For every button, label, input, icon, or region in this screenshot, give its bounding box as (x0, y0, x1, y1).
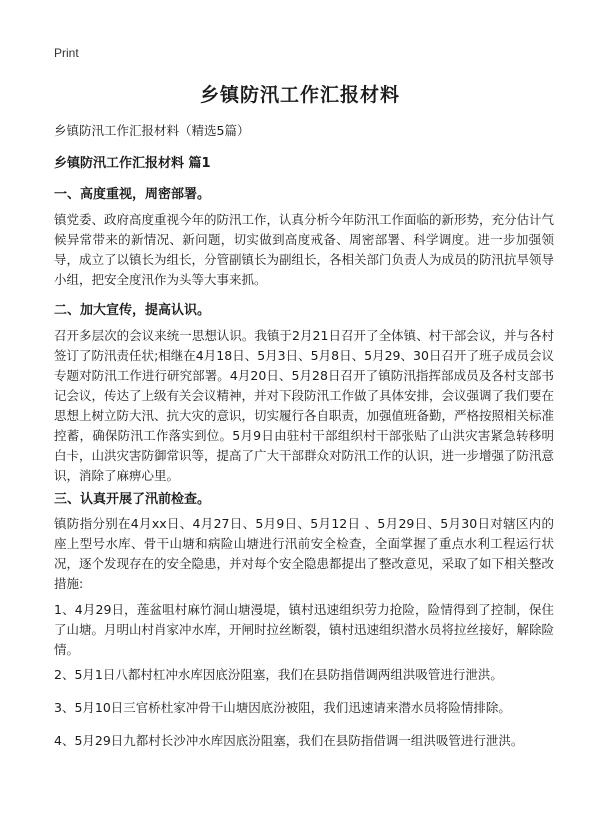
print-link[interactable]: Print (54, 46, 79, 60)
measure-item-1: 1、4月29日，莲盆咀村麻竹洞山塘漫堤，镇村迅速组织劳力抢险，险情得到了控制，保住了山塘。月明山村肖家冲水库，开闸时拉丝断裂，镇村迅速组织潜水员将拉丝接好，解除险情。 (54, 602, 555, 657)
section-heading-3: 三、认真开展了汛前检查。 (54, 492, 211, 507)
section-3-paragraph-intro: 镇防指分别在4月xx日、4月27日、5月9日、5月12日 、5月29日、5月30日对辖区内的座上型号水库、骨干山塘和病险山塘进行汛前安全检查，全面掌握了重点水利工程运行状况，逐个发现存在的安全隐患，并对每个安全隐患都提出了整改意见，采取了如下相关整改措施: (54, 516, 555, 591)
measure-item-4: 4、5月29日九都村长沙冲水库因底汾阻塞，我们在县防指借调一组洪吸管进行泄洪。 (54, 733, 524, 748)
measure-item-2: 2、5月1日八都村杠冲水库因底汾阻塞，我们在县防指借调两组洪吸管进行泄洪。 (54, 667, 503, 682)
section-heading-2: 二、加大宣传，提高认识。 (54, 303, 211, 318)
part-heading: 乡镇防汛工作汇报材料 篇1 (54, 156, 211, 171)
measure-item-3: 3、5月10日三官桥杜家冲骨干山塘因底汾被阻，我们迅速请来潜水员将险情排除。 (54, 700, 511, 715)
document-title: 乡镇防汛工作汇报材料 (199, 84, 400, 106)
document-subtitle: 乡镇防汛工作汇报材料（精选5篇） (54, 123, 250, 138)
section-1-paragraph: 镇党委、政府高度重视今年的防汛工作，认真分析今年防汛工作面临的新形势，充分估计气候异常带来的新情况、新问题，切实做到高度戒备、周密部署、科学调度。进一步加强领导，成立了以镇长为组长，分管副镇长为副组长，各相关部门负责人为成员的防汛抗旱领导小组，把安全度汛作为头等大事来抓。 (54, 212, 555, 287)
section-heading-1: 一、高度重视，周密部署。 (54, 187, 211, 202)
section-2-paragraph: 召开多层次的会议来统一思想认识。我镇于2月21日召开了全体镇、村干部会议，并与各村签订了防汛责任状;相继在4月18日、5月3日、5月8日、5月29、30日召开了班子成员会议专题对防汛工作进行研究部署。4月20日、5月28日召开了镇防汛指挥部成员及各村支部书记会议，传达了上级有关会议精神，并对下段防汛工作做了具体安排，会议强调了我们要在思想上树立防大汛、抗大灾的意识，切实履行各自职责，加强值班备勤，严格按照相关标准控蓄，确保防汛工作落实到位。5月9日由驻村干部组织村干部张贴了山洪灾害紧急转移明白卡，山洪灾害防御常识等，提高了广大干部群众对防汛工作的认识，进一步增强了防汛意识，消除了麻痹心里。 (54, 328, 555, 483)
